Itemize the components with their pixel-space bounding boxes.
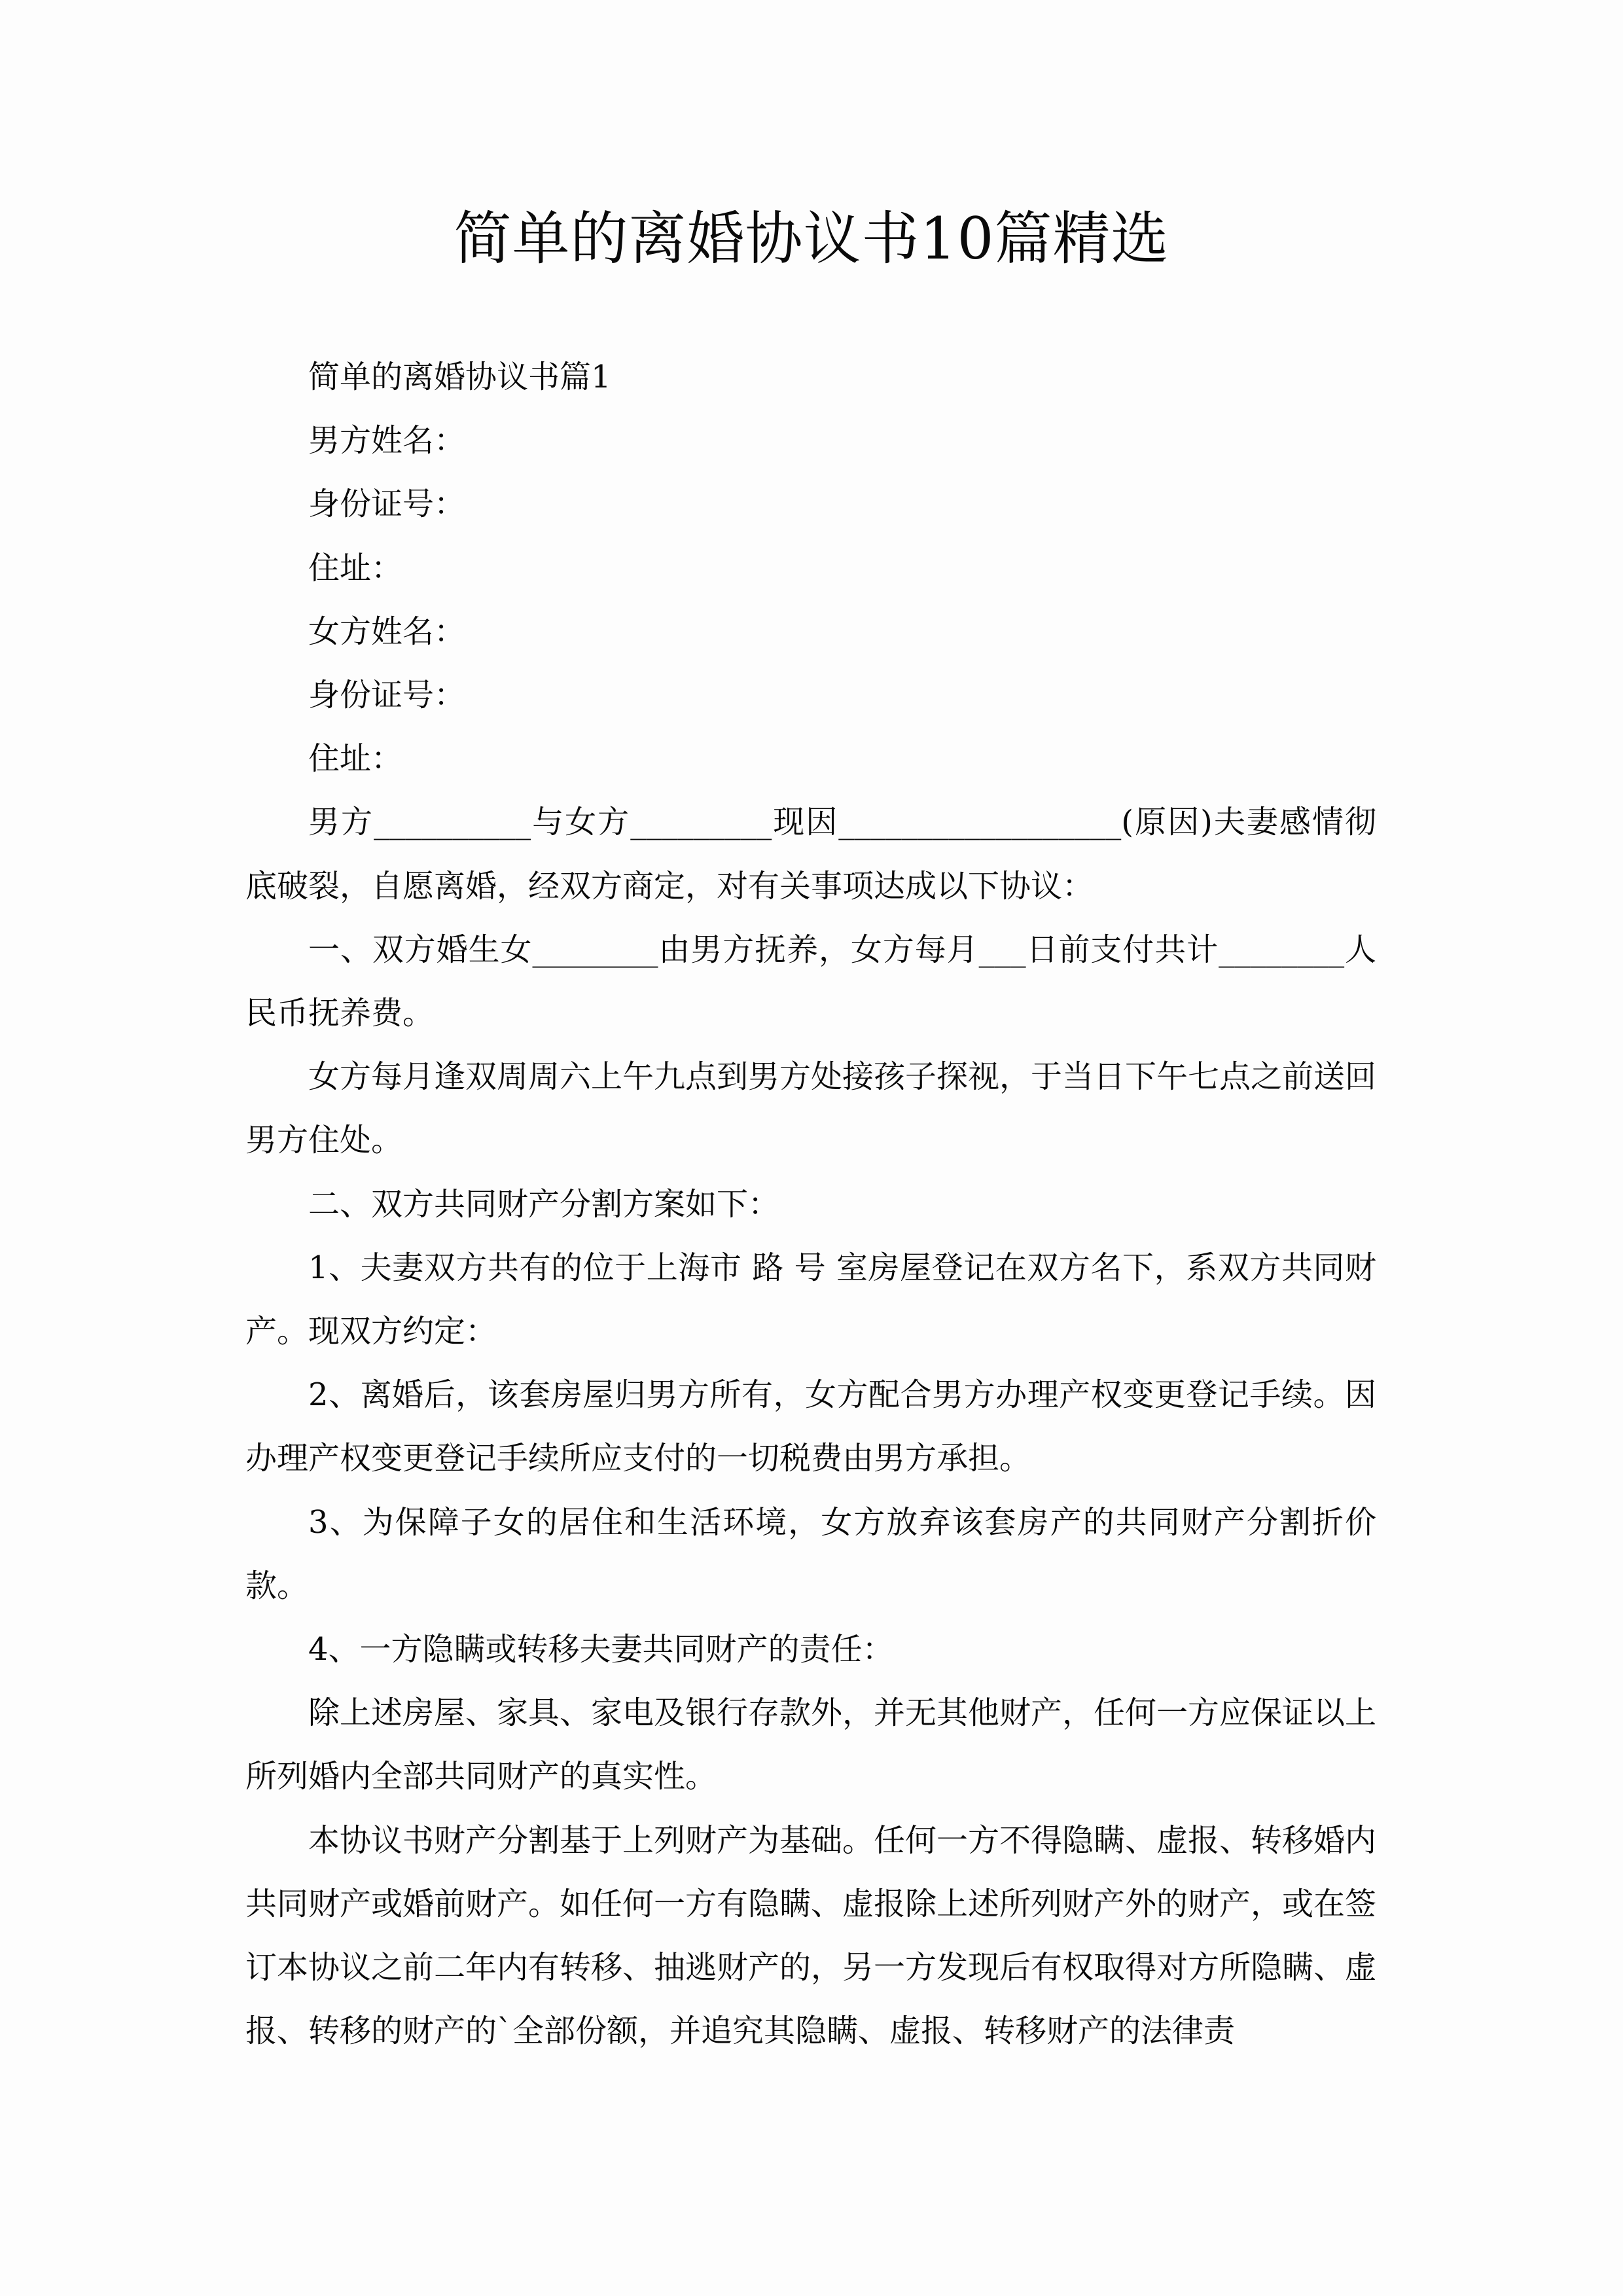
- field-male-name: 男方姓名：: [308, 422, 466, 459]
- document-title: 简单的离婚协议书10篇精选: [454, 205, 1169, 272]
- paragraph-visitation: 女方每月逢双周周六上午九点到男方处接孩子探视，于当日下午七点之前送回男方住处。: [245, 1058, 1377, 1159]
- document-body: [245, 346, 1376, 2063]
- paragraph-property-item-2: 2、离婚后，该套房屋归男方所有，女方配合男方办理产权变更登记手续。因办理产权变更登记手续所应支付的一切税费由男方承担。: [245, 1376, 1376, 1477]
- paragraph-property-item-4: 4、一方隐瞒或转移夫妻共同财产的责任：: [308, 1631, 894, 1668]
- paragraph-property-guarantee: 除上述房屋、家具、家电及银行存款外，并无其他财产，任何一方应保证以上所列婚内全部共同财产的真实性。: [245, 1695, 1377, 1795]
- paragraph-property-item-3: 3、为保障子女的居住和生活环境，女方放弃该套房产的共同财产分割折价款。: [245, 1503, 1376, 1604]
- field-female-address: 住址：: [308, 740, 403, 778]
- paragraph-child-custody: 一、双方婚生女________由男方抚养，女方每月___日前支付共计________人民币抚养费。: [245, 931, 1376, 1032]
- section-heading: 简单的离婚协议书篇1: [308, 359, 611, 395]
- field-female-name: 女方姓名：: [308, 613, 466, 650]
- paragraph-property-heading: 二、双方共同财产分割方案如下：: [308, 1185, 780, 1223]
- paragraph-agreement-intro: 男方__________与女方_________现因__________________(原因)夫妻感情彻底破裂，自愿离婚，经双方商定，对有关事项达成以下协议：: [245, 804, 1376, 905]
- field-male-id: 身份证号：: [308, 486, 466, 523]
- field-male-address: 住址：: [308, 549, 403, 586]
- field-female-id: 身份证号：: [308, 677, 466, 714]
- paragraph-property-item-1: 1、夫妻双方共有的位于上海市 路 号 室房屋登记在双方名下，系双方共同财产。现双方约定：: [245, 1249, 1376, 1350]
- paragraph-concealment-liability: 本协议书财产分割基于上列财产为基础。任何一方不得隐瞒、虚报、转移婚内共同财产或婚前财产。如任何一方有隐瞒、虚报除上述所列财产外的财产，或在签订本协议之前二年内有转移、抽逃财产的，另一方发现后有权取得对方所隐瞒、虚报、转移的财产的`全部份额，并追究其隐瞒、虚报、转移财产的法律责: [245, 1821, 1377, 2050]
